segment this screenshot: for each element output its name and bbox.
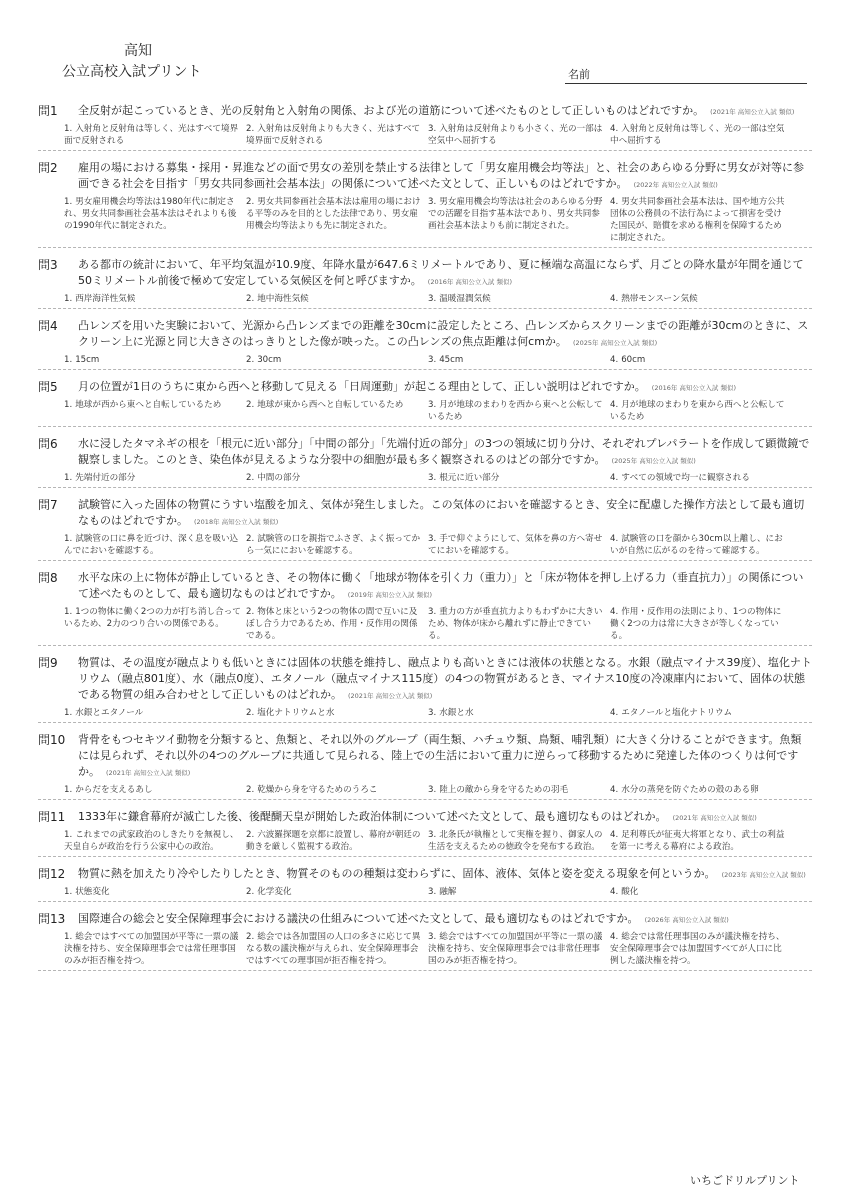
answer-choice[interactable] bbox=[610, 533, 792, 557]
choice-text: 試験管の口を顔から30cm以上離し、においが自然に広がるのを待って確認する。 bbox=[610, 534, 783, 556]
answer-choice[interactable] bbox=[610, 886, 792, 898]
question-source: (2019年 高知公立入試 類似) bbox=[347, 591, 433, 599]
choice-number: 2. bbox=[246, 355, 255, 365]
answer-choice[interactable] bbox=[428, 784, 610, 796]
question-source: (2025年 高知公立入試 類似) bbox=[611, 457, 696, 465]
answer-choice[interactable] bbox=[610, 399, 792, 423]
answer-choice[interactable] bbox=[610, 931, 792, 967]
answer-choice[interactable] bbox=[64, 707, 246, 719]
answer-choice[interactable] bbox=[246, 931, 428, 967]
choice-text: 入射角と反射角は等しく、光の一部は空気中へ屈折する bbox=[610, 124, 785, 146]
answer-choice[interactable] bbox=[610, 293, 792, 305]
answer-choice[interactable] bbox=[64, 123, 246, 147]
choice-text: 60cm bbox=[621, 355, 646, 365]
question-number: 問1 bbox=[38, 104, 58, 118]
question-source: (2021年 高知公立入試 類似) bbox=[710, 108, 795, 116]
choice-number: 4. bbox=[610, 294, 619, 304]
choice-text: 作用・反作用の法則により、1つの物体に働く2つの力は常に大きさが等しくなっている。 bbox=[610, 607, 782, 641]
choice-number: 4. bbox=[610, 197, 619, 207]
answer-choice[interactable] bbox=[610, 354, 792, 366]
choice-text: 北条氏が執権として実権を握り、御家人の生活を支えるための徳政令を発布する政治。 bbox=[428, 830, 603, 852]
question-text: 凸レンズを用いた実験において、光源から凸レンズまでの距離を30cmに設定したところ、凸レンズからスクリーンまでの距離が30cmのときに、スクリーン上に光源と同じ大きさのはっきりとした像が映った。この凸レンズの焦点距離は何cmか。 bbox=[78, 319, 809, 348]
answer-choice[interactable] bbox=[246, 399, 428, 423]
choice-text: 総会では常任理事国のみが議決権を持ち、安全保障理事会では加盟国すべてが人口に比例した議決権を持つ。 bbox=[610, 932, 785, 966]
choice-text: 水銀とエタノール bbox=[75, 708, 144, 718]
question-number: 問6 bbox=[38, 437, 58, 451]
choice-text: 45cm bbox=[439, 355, 464, 365]
choice-text: 試験管の口に鼻を近づけ、深く息を吸い込んでにおいを確認する。 bbox=[64, 534, 239, 556]
answer-choice[interactable] bbox=[246, 123, 428, 147]
choice-text: からだを支えるあし bbox=[75, 785, 153, 795]
choice-number: 2. bbox=[246, 473, 255, 483]
choice-number: 3. bbox=[428, 534, 437, 544]
answer-choice[interactable] bbox=[246, 886, 428, 898]
question-number: 問3 bbox=[38, 258, 58, 272]
question-text: 全反射が起こっているとき、光の反射角と入射角の関係、および光の道筋について述べたものとして正しいものはどれですか。 bbox=[78, 104, 705, 117]
choice-text: 塩化ナトリウムと水 bbox=[257, 708, 335, 718]
choice-number: 2. bbox=[246, 785, 255, 795]
choice-number: 3. bbox=[428, 294, 437, 304]
question-text: 水に浸したタマネギの根を「根元に近い部分」「中間の部分」「先端付近の部分」の3つの領域に切り分け、それぞれプレパラートを作成して顕微鏡で観察しました。このとき、染色体が見えるような分裂中の細胞が最も多く観察されるのはどの部分ですか。 bbox=[78, 437, 810, 466]
answer-choice[interactable] bbox=[246, 472, 428, 484]
answer-choice[interactable] bbox=[428, 354, 610, 366]
choice-number: 4. bbox=[610, 534, 619, 544]
question-number: 問10 bbox=[38, 733, 66, 747]
choice-text: 入射角は反射角よりも大きく、光はすべて境界面で反射される bbox=[246, 124, 421, 146]
choice-text: 水分の蒸発を防ぐための殻のある卵 bbox=[621, 785, 759, 795]
choice-number: 1. bbox=[64, 830, 73, 840]
answer-choices bbox=[38, 472, 812, 484]
answer-choice[interactable] bbox=[428, 606, 610, 642]
choice-number: 1. bbox=[64, 887, 73, 897]
question-number: 問4 bbox=[38, 319, 58, 333]
question-block bbox=[38, 316, 812, 370]
choice-text: 先端付近の部分 bbox=[75, 473, 136, 483]
choice-text: 酸化 bbox=[621, 887, 639, 897]
question-number: 問13 bbox=[38, 912, 66, 926]
answer-choice[interactable] bbox=[610, 123, 792, 147]
answer-choices bbox=[38, 606, 812, 642]
choice-number: 2. bbox=[246, 708, 255, 718]
question-header bbox=[38, 257, 812, 290]
answer-choices bbox=[38, 399, 812, 423]
choice-number: 2. bbox=[246, 400, 255, 410]
choice-text: 地球が東から西へと自転しているため bbox=[257, 400, 404, 410]
question-source: (2016年 高知公立入試 類似) bbox=[651, 384, 737, 392]
choice-number: 4. bbox=[610, 607, 619, 617]
question-number: 問5 bbox=[38, 380, 58, 394]
choice-number: 1. bbox=[64, 607, 73, 617]
choice-text: 重力の方が垂直抗力よりもわずかに大きいため、物体が床から離れずに静止できている。 bbox=[428, 607, 603, 641]
name-field[interactable] bbox=[565, 83, 807, 84]
question-block bbox=[38, 568, 812, 646]
question-header bbox=[38, 809, 812, 826]
question-header bbox=[38, 497, 812, 530]
answer-choice[interactable] bbox=[428, 293, 610, 305]
choice-text: 総会では各加盟国の人口の多さに応じて異なる数の議決権が与えられ、安全保障理事会ではすべての理事国が拒否権を持つ。 bbox=[246, 932, 421, 966]
question-source: (2018年 高知公立入試 類似) bbox=[194, 518, 279, 526]
choice-number: 4. bbox=[610, 400, 619, 410]
choice-number: 3. bbox=[428, 473, 437, 483]
answer-choice[interactable] bbox=[64, 196, 246, 244]
question-header bbox=[38, 911, 812, 928]
question-block bbox=[38, 653, 812, 723]
answer-choice[interactable] bbox=[246, 293, 428, 305]
question-header bbox=[38, 732, 812, 781]
choice-number: 1. bbox=[64, 932, 73, 942]
choice-text: 地中海性気候 bbox=[257, 294, 309, 304]
choice-number: 4. bbox=[610, 830, 619, 840]
choice-number: 2. bbox=[246, 932, 255, 942]
question-number: 問9 bbox=[38, 656, 58, 670]
choice-text: 30cm bbox=[257, 355, 282, 365]
answer-choice[interactable] bbox=[246, 196, 428, 244]
answer-choice[interactable] bbox=[428, 196, 610, 244]
choice-number: 4. bbox=[610, 887, 619, 897]
choice-text: 手で仰ぐようにして、気体を鼻の方へ寄せてにおいを確認する。 bbox=[428, 534, 603, 556]
question-header bbox=[38, 655, 812, 704]
choice-number: 2. bbox=[246, 124, 255, 134]
answer-choice[interactable] bbox=[610, 707, 792, 719]
question-text: 背骨をもつセキツイ動物を分類すると、魚類と、それ以外のグループ（両生類、ハチュウ類、鳥類、哺乳類）に大きく分けることができます。魚類には見られず、それ以外の4つのグループに共通して見られる、陸上での生活において重力に逆らって移動するために発達した体のつくりは何ですか。 bbox=[78, 733, 802, 778]
question-block bbox=[38, 101, 812, 151]
choice-number: 4. bbox=[610, 932, 619, 942]
question-source: (2016年 高知公立入試 類似) bbox=[427, 278, 513, 286]
choice-number: 4. bbox=[610, 124, 619, 134]
choice-number: 4. bbox=[610, 473, 619, 483]
question-source: (2025年 高知公立入試 類似) bbox=[572, 339, 658, 347]
choice-text: 根元に近い部分 bbox=[439, 473, 500, 483]
choice-text: これまでの武家政治のしきたりを無視し、天皇自らが政治を行う公家中心の政治。 bbox=[64, 830, 239, 852]
choice-text: 月が地球のまわりを西から東へと公転しているため bbox=[428, 400, 603, 422]
answer-choice[interactable] bbox=[610, 784, 792, 796]
choice-number: 1. bbox=[64, 400, 73, 410]
question-text: 物質は、その温度が融点よりも低いときには固体の状態を維持し、融点よりも高いときには液体の状態となる。水銀（融点マイナス39度）、塩化ナトリウム（融点801度）、水（融点0度）、エタノール（融点マイナス115度）の4つの物質があるとき、マイナス10度の冷凍庫内において、固体の状態である物質の組み合わせとして正しいものはどれか。 bbox=[78, 656, 812, 701]
choice-number: 1. bbox=[64, 197, 73, 207]
question-list bbox=[38, 101, 812, 978]
question-block bbox=[38, 158, 812, 248]
answer-choices bbox=[38, 533, 812, 557]
choice-number: 3. bbox=[428, 400, 437, 410]
choice-number: 3. bbox=[428, 830, 437, 840]
choice-number: 1. bbox=[64, 534, 73, 544]
choice-text: 総会ではすべての加盟国が平等に一票の議決権を持ち、安全保障理事会では非常任理事国のみが拒否権を持つ。 bbox=[428, 932, 603, 966]
page-title: 公立高校入試プリント bbox=[62, 64, 202, 80]
question-header bbox=[38, 103, 812, 120]
question-source: (2022年 高知公立入試 類似) bbox=[633, 181, 718, 189]
answer-choice[interactable] bbox=[246, 829, 428, 853]
answer-choice[interactable] bbox=[428, 931, 610, 967]
answer-choices bbox=[38, 196, 812, 244]
answer-choice[interactable] bbox=[610, 606, 792, 642]
choice-text: 入射角は反射角よりも小さく、光の一部は空気中へ屈折する bbox=[428, 124, 603, 146]
choice-text: 足利尊氏が征夷大将軍となり、武士の利益を第一に考える幕府による政治。 bbox=[610, 830, 785, 852]
choice-number: 4. bbox=[610, 708, 619, 718]
question-block bbox=[38, 909, 812, 971]
choice-number: 3. bbox=[428, 887, 437, 897]
question-text: ある都市の統計において、年平均気温が10.9度、年降水量が647.6ミリメートルであり、夏に極端な高温にならず、月ごとの降水量が年間を通じて50ミリメートル前後で極めて安定している気候区を何と呼びますか。 bbox=[78, 258, 804, 287]
question-text: 水平な床の上に物体が静止しているとき、その物体に働く「地球が物体を引く力（重力）」と「床が物体を押し上げる力（垂直抗力）」の関係について述べたものとして、最も適切なものはどれですか。 bbox=[78, 571, 804, 600]
question-block bbox=[38, 255, 812, 309]
answer-choice[interactable] bbox=[610, 196, 792, 244]
question-source: (2021年 高知公立入試 類似) bbox=[672, 814, 757, 822]
question-source: (2026年 高知公立入試 類似) bbox=[644, 916, 729, 924]
question-header bbox=[38, 436, 812, 469]
answer-choice[interactable] bbox=[64, 354, 246, 366]
answer-choices bbox=[38, 123, 812, 147]
choice-text: 月が地球のまわりを東から西へと公転しているため bbox=[610, 400, 785, 422]
answer-choices bbox=[38, 354, 812, 366]
answer-choice[interactable] bbox=[64, 293, 246, 305]
choice-number: 2. bbox=[246, 607, 255, 617]
choice-number: 3. bbox=[428, 932, 437, 942]
choice-text: 地球が西から東へと自転しているため bbox=[75, 400, 222, 410]
choice-text: 男女雇用機会均等法は社会のあらゆる分野での活躍を目指す基本法であり、男女共同参画社会基本法よりも前に制定された。 bbox=[428, 197, 603, 231]
question-number: 問8 bbox=[38, 571, 58, 585]
answer-choice[interactable] bbox=[64, 472, 246, 484]
question-number: 問7 bbox=[38, 498, 58, 512]
answer-choices bbox=[38, 784, 812, 796]
choice-number: 1. bbox=[64, 124, 73, 134]
choice-text: 六波羅探題を京都に設置し、幕府が朝廷の動きを厳しく監視する政治。 bbox=[246, 830, 421, 852]
choice-number: 3. bbox=[428, 197, 437, 207]
choice-text: 男女共同参画社会基本法は雇用の場における平等のみを目的とした法律であり、男女雇用機会均等法よりも先に制定された。 bbox=[246, 197, 421, 231]
answer-choice[interactable] bbox=[64, 931, 246, 967]
choice-number: 3. bbox=[428, 355, 437, 365]
choice-number: 3. bbox=[428, 124, 437, 134]
name-label: 名前 bbox=[568, 68, 590, 81]
question-block bbox=[38, 864, 812, 902]
question-block bbox=[38, 434, 812, 488]
choice-number: 3. bbox=[428, 607, 437, 617]
choice-number: 3. bbox=[428, 708, 437, 718]
choice-number: 1. bbox=[64, 355, 73, 365]
answer-choice[interactable] bbox=[428, 707, 610, 719]
choice-number: 2. bbox=[246, 534, 255, 544]
question-header bbox=[38, 866, 812, 883]
answer-choice[interactable] bbox=[428, 123, 610, 147]
choice-text: 陸上の敵から身を守るための羽毛 bbox=[439, 785, 569, 795]
choice-number: 1. bbox=[64, 785, 73, 795]
choice-text: 融解 bbox=[439, 887, 457, 897]
choice-text: 15cm bbox=[75, 355, 100, 365]
question-text: 国際連合の総会と安全保障理事会における議決の仕組みについて述べた文として、最も適切なものはどれですか。 bbox=[78, 912, 639, 925]
answer-choice[interactable] bbox=[246, 707, 428, 719]
answer-choice[interactable] bbox=[428, 533, 610, 557]
choice-number: 1. bbox=[64, 294, 73, 304]
choice-text: 水銀と水 bbox=[439, 708, 474, 718]
question-text: 物質に熱を加えたり冷やしたりしたとき、物質そのものの種類は変わらずに、固体、液体、気体と姿を変える現象を何というか。 bbox=[78, 867, 716, 880]
answer-choice[interactable] bbox=[64, 399, 246, 423]
choice-text: 西岸海洋性気候 bbox=[75, 294, 136, 304]
choice-text: 1つの物体に働く2つの力が打ち消し合っているため、2力のつり合いの関係である。 bbox=[64, 607, 241, 629]
question-text: 1333年に鎌倉幕府が滅亡した後、後醍醐天皇が開始した政治体制について述べた文として、最も適切なものはどれか。 bbox=[78, 810, 667, 823]
question-source: (2021年 高知公立入試 類似) bbox=[348, 692, 433, 700]
answer-choice[interactable] bbox=[246, 784, 428, 796]
answer-choice[interactable] bbox=[610, 472, 792, 484]
answer-choices bbox=[38, 886, 812, 898]
question-text: 月の位置が1日のうちに東から西へと移動して見える「日周運動」が起こる理由として、正しい説明はどれですか。 bbox=[78, 380, 646, 393]
question-header bbox=[38, 379, 812, 396]
answer-choice[interactable] bbox=[64, 829, 246, 853]
question-number: 問2 bbox=[38, 161, 58, 175]
choice-text: 温暖湿潤気候 bbox=[439, 294, 491, 304]
choice-text: エタノールと塩化ナトリウム bbox=[621, 708, 733, 718]
question-header bbox=[38, 160, 812, 193]
answer-choice[interactable] bbox=[428, 829, 610, 853]
question-number: 問12 bbox=[38, 867, 66, 881]
question-text: 雇用の場における募集・採用・昇進などの面で男女の差別を禁止する法律として「男女雇用機会均等法」と、社会のあらゆる分野に男女が対等に参画できる社会を目指す「男女共同参画社会基本法」の関係について述べた文として、正しいものはどれですか。 bbox=[78, 161, 804, 190]
answer-choices bbox=[38, 707, 812, 719]
choice-text: 入射角と反射角は等しく、光はすべて境界面で反射される bbox=[64, 124, 239, 146]
choice-text: 状態変化 bbox=[75, 887, 110, 897]
answer-choices bbox=[38, 931, 812, 967]
question-block bbox=[38, 807, 812, 857]
answer-choice[interactable] bbox=[428, 399, 610, 423]
choice-number: 4. bbox=[610, 785, 619, 795]
answer-choice[interactable] bbox=[246, 606, 428, 642]
choice-number: 2. bbox=[246, 294, 255, 304]
choice-number: 1. bbox=[64, 473, 73, 483]
choice-number: 2. bbox=[246, 197, 255, 207]
answer-choice[interactable] bbox=[246, 354, 428, 366]
choice-text: 熱帯モンスーン気候 bbox=[621, 294, 698, 304]
answer-choices bbox=[38, 829, 812, 853]
answer-choice[interactable] bbox=[246, 533, 428, 557]
question-source: (2023年 高知公立入試 類似) bbox=[721, 871, 806, 879]
question-block bbox=[38, 377, 812, 427]
answer-choice[interactable] bbox=[428, 472, 610, 484]
page-header bbox=[0, 0, 848, 100]
question-header bbox=[38, 570, 812, 603]
answer-choice[interactable] bbox=[610, 829, 792, 853]
prefecture-label: 高知 bbox=[124, 43, 152, 59]
choice-text: すべての領域で均一に観察される bbox=[621, 473, 750, 483]
question-header bbox=[38, 318, 812, 351]
choice-number: 3. bbox=[428, 785, 437, 795]
choice-text: 物体と床という2つの物体の間で互いに及ぼし合う力であるため、作用・反作用の関係である。 bbox=[246, 607, 418, 641]
choice-text: 総会ではすべての加盟国が平等に一票の議決権を持ち、安全保障理事会では常任理事国のみが拒否権を持つ。 bbox=[64, 932, 239, 966]
choice-text: 乾燥から身を守るためのうろこ bbox=[257, 785, 378, 795]
choice-number: 2. bbox=[246, 830, 255, 840]
question-text: 試験管に入った固体の物質にうすい塩酸を加え、気体が発生しました。この気体のにおいを確認するとき、安全に配慮した操作方法として最も適切なものはどれですか。 bbox=[78, 498, 805, 527]
choice-number: 2. bbox=[246, 887, 255, 897]
question-source: (2021年 高知公立入試 類似) bbox=[106, 769, 191, 777]
choice-text: 化学変化 bbox=[257, 887, 292, 897]
choice-text: 男女共同参画社会基本法は、国や地方公共団体の公務員の不法行為によって損害を受けた国民が、賠償を求める権利を保障するために制定された。 bbox=[610, 197, 785, 243]
answer-choice[interactable] bbox=[64, 606, 246, 642]
question-block bbox=[38, 495, 812, 561]
choice-number: 1. bbox=[64, 708, 73, 718]
choice-number: 4. bbox=[610, 355, 619, 365]
answer-choice[interactable] bbox=[64, 886, 246, 898]
answer-choice[interactable] bbox=[428, 886, 610, 898]
footer-brand: いちごドリルプリント bbox=[690, 1174, 800, 1187]
question-block bbox=[38, 730, 812, 800]
choice-text: 男女雇用機会均等法は1980年代に制定され、男女共同参画社会基本法はそれよりも後の1990年代に制定された。 bbox=[64, 197, 237, 231]
answer-choice[interactable] bbox=[64, 784, 246, 796]
answer-choice[interactable] bbox=[64, 533, 246, 557]
question-number: 問11 bbox=[38, 810, 66, 824]
choice-text: 試験管の口を親指でふさぎ、よく振ってから一気ににおいを確認する。 bbox=[246, 534, 421, 556]
choice-text: 中間の部分 bbox=[257, 473, 301, 483]
answer-choices bbox=[38, 293, 812, 305]
